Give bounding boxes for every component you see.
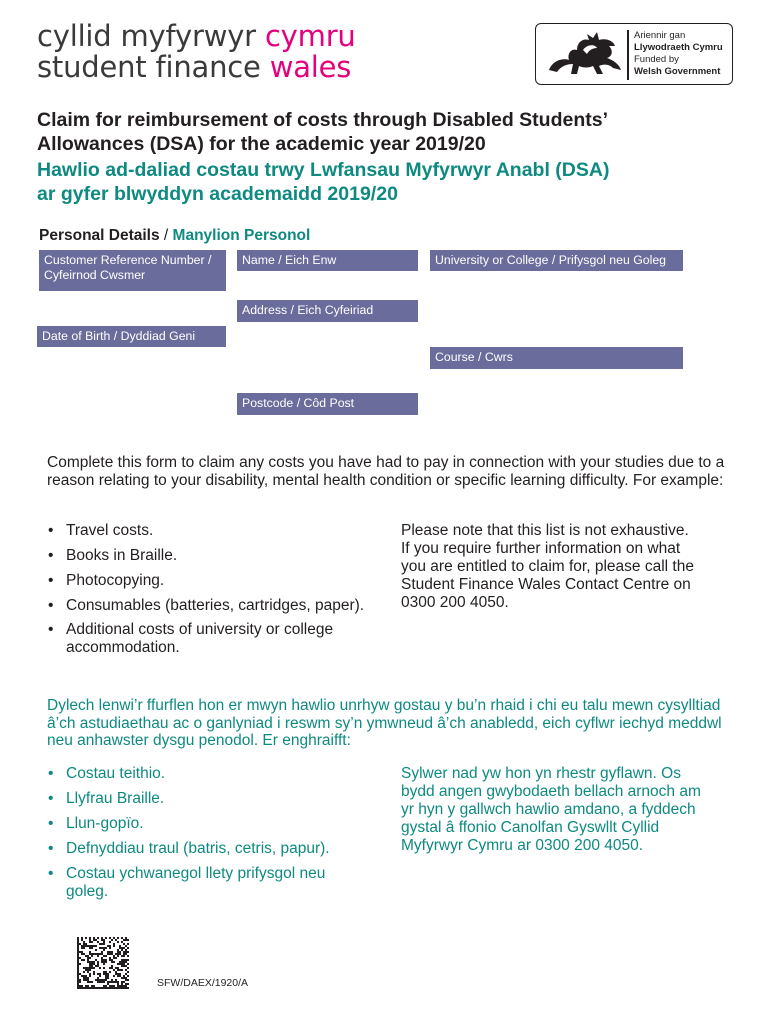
form-title-cy bbox=[37, 158, 737, 206]
form-title-en bbox=[37, 108, 737, 156]
gov-name-cy: Llywodraeth Cymru bbox=[634, 42, 723, 53]
personal-heading-cy: Manylion Personol bbox=[172, 227, 311, 244]
list-item: • Additional costs of university or college accommodation. bbox=[47, 621, 367, 657]
intro-text-en: Complete this form to claim any costs you have had to pay in connection with your studies due to a reason relating to your disability, mental health condition or specific learning difficulty. For example: bbox=[47, 454, 725, 489]
course-label: Course / Cwrs bbox=[435, 350, 513, 364]
list-item: • Llyfrau Braille. bbox=[47, 790, 377, 808]
welsh-government-logo bbox=[535, 23, 733, 85]
logo-accent-cy: cymru bbox=[264, 19, 356, 53]
government-divider bbox=[627, 30, 629, 80]
date-of-birth-field[interactable] bbox=[37, 326, 226, 347]
logo-text-en: student finance bbox=[37, 50, 270, 84]
government-text bbox=[634, 30, 723, 78]
list-item: • Consumables (batteries, cartridges, paper). bbox=[47, 597, 367, 615]
list-item: • Costau teithio. bbox=[47, 765, 377, 783]
personal-details-heading bbox=[39, 227, 310, 245]
course-field[interactable] bbox=[430, 347, 683, 369]
gov-funded-en-label: Funded by bbox=[634, 54, 679, 65]
example-list-cy bbox=[47, 765, 377, 901]
address-field[interactable] bbox=[237, 300, 418, 322]
title-cy-line2: ar gyfer blwyddyn academaidd 2019/20 bbox=[37, 183, 398, 205]
title-cy-line1: Hawlio ad-daliad costau trwy Lwfansau Myfyrwyr Anabl (DSA) bbox=[37, 159, 610, 181]
dob-label: Date of Birth / Dyddiad Geni bbox=[42, 329, 196, 343]
list-item: • Defnyddiau traul (batris, cetris, papur). bbox=[47, 840, 377, 858]
personal-heading-en: Personal Details bbox=[39, 227, 160, 244]
welsh-dragon-icon bbox=[543, 30, 627, 78]
crn-label-line1: Customer Reference Number / bbox=[44, 253, 212, 267]
name-field[interactable] bbox=[237, 250, 418, 271]
address-label: Address / Eich Cyfeiriad bbox=[242, 303, 374, 317]
gov-name-en: Welsh Government bbox=[634, 66, 721, 77]
customer-reference-field[interactable] bbox=[39, 250, 226, 291]
university-label: University or College / Prifysgol neu Goleg bbox=[435, 253, 667, 267]
form-code: SFW/DAEX/1920/A bbox=[157, 977, 249, 989]
note-text-en: Please note that this list is not exhaustive. If you require further information on what you are entitled to claim for, please call the Student Finance Wales Contact Centre on 0300 200 4050. bbox=[401, 522, 694, 611]
intro-text-cy: Dylech lenwi’r ffurflen hon er mwyn hawlio unrhyw gostau y bu’n rhaid i chi eu talu mewn cysylltiad â’ch astudiaethau ac o ganlyniad i reswm sy’n ymwneud â’ch anabledd, eich cyflwr iechyd meddwl neu anhawster dysgu penodol. Er enghraifft: bbox=[47, 697, 722, 749]
personal-heading-sep: / bbox=[159, 227, 173, 244]
crn-label-line2: Cyfeirnod Cwsmer bbox=[44, 268, 146, 282]
example-list-en bbox=[47, 522, 367, 657]
list-item: • Books in Braille. bbox=[47, 547, 367, 565]
sfw-logo bbox=[37, 20, 356, 83]
list-item: • Llun-gopïo. bbox=[47, 815, 377, 833]
datamatrix-barcode bbox=[77, 937, 129, 989]
title-en-line2: Allowances (DSA) for the academic year 2019/20 bbox=[37, 133, 486, 155]
list-item: • Photocopying. bbox=[47, 572, 367, 590]
postcode-label: Postcode / Côd Post bbox=[242, 396, 355, 410]
note-text-cy: Sylwer nad yw hon yn rhestr gyflawn. Os bydd angen gwybodaeth bellach arnoch am yr hyn y gallwch hawlio amdano, a fyddech gystal â ffonio Canolfan Gyswllt Cyllid Myfyrwyr Cymru ar 0300 200 4050. bbox=[401, 765, 701, 854]
title-en-line1: Claim for reimbursement of costs through Disabled Students’ bbox=[37, 109, 608, 131]
gov-funded-cy-label: Ariennir gan bbox=[634, 30, 686, 41]
logo-text-cy: cyllid myfyrwyr bbox=[37, 19, 265, 53]
name-label: Name / Eich Enw bbox=[242, 253, 337, 267]
logo-accent-en: wales bbox=[269, 50, 352, 84]
university-field[interactable] bbox=[430, 250, 683, 271]
postcode-field[interactable] bbox=[237, 393, 418, 415]
list-item: • Costau ychwanegol llety prifysgol neu goleg. bbox=[47, 865, 366, 901]
list-item: • Travel costs. bbox=[47, 522, 367, 540]
